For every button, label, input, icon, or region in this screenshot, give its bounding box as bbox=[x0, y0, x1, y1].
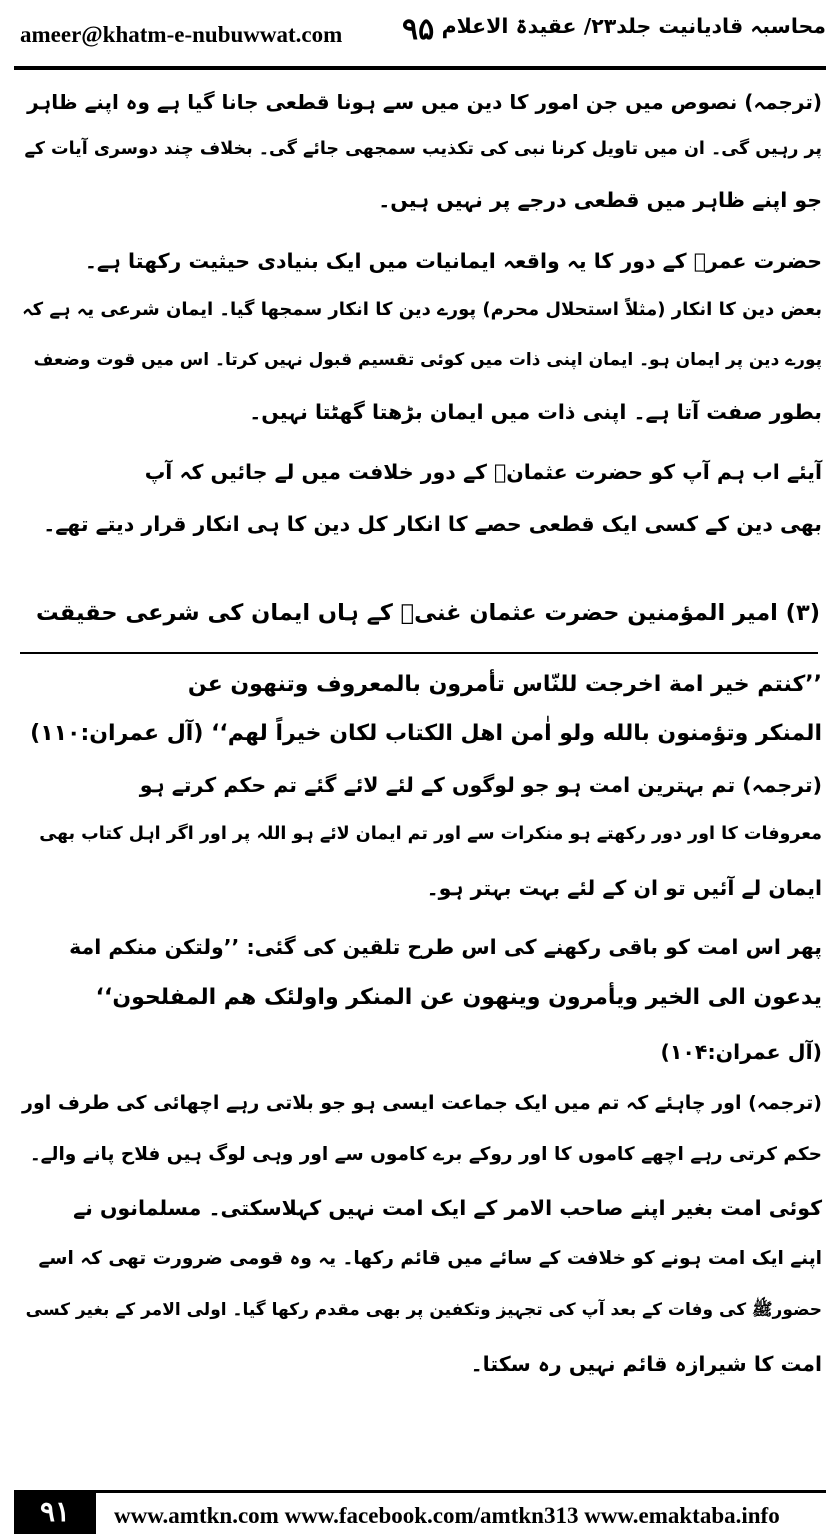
quran-verse-line: یدعون الی الخیر ویأمرون وینهون عن المنکر واولئک هم المفلحون‘‘ bbox=[95, 985, 822, 1010]
footer-links: www.amtkn.com www.facebook.com/amtkn313 www.emaktaba.info bbox=[114, 1503, 780, 1528]
body-line: (ترجمہ) اور چاہئے کہ تم میں ایک جماعت ایسی ہو جو بلاتی رہے اچھائی کی طرف اور bbox=[22, 1092, 822, 1114]
section-heading: (۳) امیر المؤمنین حضرت عثمان غنیؓ کے ہاں ایمان کی شرعی حقیقت bbox=[35, 600, 820, 626]
quran-verse-line: المنکر وتؤمنون بالله ولو اٰمن اهل الکتاب لکان خیراً لهم‘‘ (آل عمران:۱۱۰) bbox=[30, 721, 822, 746]
body-line: معروفات کا اور دور رکھتے ہو منکرات سے اور تم ایمان لائے ہو اللہ پر اور اگر اہل کتاب بھی bbox=[39, 824, 822, 844]
header-book-title: محاسبہ قادیانیت جلد۲۳/ عقیدۃ الاعلام bbox=[441, 14, 826, 38]
body-line: (ترجمہ) تم بہترین امت ہو جو لوگوں کے لئے لائے گئے تم حکم کرتے ہو bbox=[139, 773, 822, 797]
body-line: آیئے اب ہم آپ کو حضرت عثمانؓ کے دور خلافت میں لے جائیں کہ آپ bbox=[144, 460, 822, 484]
body-line: بعض دین کا انکار (مثلاً استحلال محرم) پورے دین کا انکار سمجھا گیا۔ ایمان شرعی یہ ہے کہ bbox=[22, 299, 822, 320]
body-line: اپنے ایک امت ہونے کو خلافت کے سائے میں قائم رکھا۔ یہ وہ قومی ضرورت تھی کہ اسے bbox=[38, 1248, 822, 1269]
footer-page-number: ۹۱ bbox=[14, 1490, 96, 1534]
footer bbox=[14, 1490, 826, 1533]
body-line: کوئی امت بغیر اپنے صاحب الامر کے ایک امت نہیں کہلاسکتی۔ مسلمانوں نے bbox=[73, 1196, 822, 1220]
body-line: بھی دین کے کسی ایک قطعی حصے کا انکار کل دین کا ہی انکار قرار دیتے تھے۔ bbox=[43, 512, 822, 536]
body-line: پورے دین پر ایمان ہو۔ ایمان اپنی ذات میں کوئی تقسیم قبول نہیں کرتا۔ اس میں قوت وضعف bbox=[33, 350, 822, 370]
quran-verse-line: ’’کنتم خیر امة اخرجت للنّاس تأمرون بالمعروف وتنهون عن bbox=[187, 672, 822, 697]
header-email: ameer@khatm-e-nubuwwat.com bbox=[20, 22, 343, 47]
header-rule bbox=[14, 66, 826, 70]
header-page-number: ۹۵ bbox=[402, 12, 435, 47]
body-line: بطور صفت آتا ہے۔ اپنی ذات میں ایمان بڑھتا گھٹتا نہیں۔ bbox=[249, 400, 822, 424]
body-line: پر رہیں گی۔ ان میں تاویل کرنا نبی کی تکذیب سمجھی جائے گی۔ بخلاف چند دوسری آیات کے bbox=[24, 139, 822, 159]
body-line: امت کا شیرازہ قائم نہیں رہ سکتا۔ bbox=[470, 1352, 822, 1376]
body-line: حضورﷺ کی وفات کے بعد آپ کی تجہیز وتکفین پر بھی مقدم رکھا گیا۔ اولی الامر کے بغیر کسی bbox=[25, 1300, 822, 1320]
body-line: ایمان لے آئیں تو ان کے لئے بہت بہتر ہو۔ bbox=[426, 876, 822, 900]
body-line: حضرت عمرؓ کے دور کا یہ واقعہ ایمانیات میں ایک بنیادی حیثیت رکھتا ہے۔ bbox=[84, 249, 822, 273]
section-heading-underline bbox=[20, 652, 818, 654]
body-line: (ترجمہ) نصوص میں جن امور کا دین میں سے ہونا قطعی جانا گیا ہے وہ اپنے ظاہر bbox=[27, 90, 822, 114]
body-line: حکم کرتی رہے اچھے کاموں کا اور روکے برے کاموں سے اور وہی لوگ ہیں فلاح پانے والے۔ bbox=[29, 1144, 822, 1165]
verse-reference: (آل عمران:۱۰۴) bbox=[660, 1040, 822, 1064]
body-line: جو اپنے ظاہر میں قطعی درجے پر نہیں ہیں۔ bbox=[378, 188, 822, 212]
body-line: پھر اس امت کو باقی رکھنے کی اس طرح تلقین کی گئی: ’’ولتکن منکم امة bbox=[69, 935, 822, 959]
